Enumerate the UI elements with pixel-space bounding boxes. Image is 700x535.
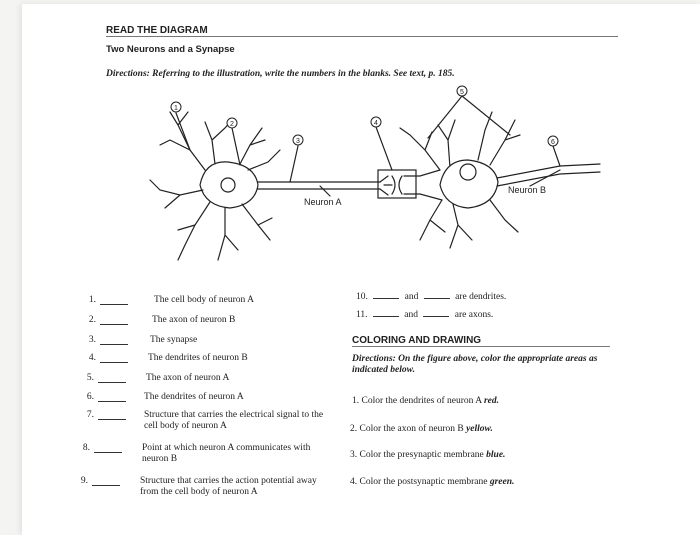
question-row-11: 11. and are axons. — [356, 310, 494, 320]
directions-text: Directions: Referring to the illustration, write the numbers in the blanks. See text, p. 185. — [106, 69, 455, 79]
answer-blank[interactable] — [423, 308, 449, 317]
label-neuron-a: Neuron A — [304, 197, 342, 207]
question-row: 4. The dendrites of neuron B — [88, 353, 248, 363]
answer-blank[interactable] — [98, 401, 126, 402]
coloring-item: 4. Color the postsynaptic membrane green. — [350, 477, 515, 487]
neuron-b-axon — [497, 164, 600, 186]
answer-blank[interactable] — [100, 344, 128, 345]
marker-5: 5 — [460, 89, 464, 96]
question-row-10: 10. and are dendrites. — [356, 292, 507, 302]
question-row: 9. Structure that carries the action potential away from the cell body of neuron A — [80, 476, 317, 497]
question-row: 2. The axon of neuron B — [88, 315, 236, 325]
coloring-divider — [352, 346, 610, 347]
answer-blank[interactable] — [424, 290, 450, 299]
question-row: 5. The axon of neuron A — [86, 373, 230, 383]
neuron-a-cell-body — [200, 162, 258, 208]
coloring-item: 1. Color the dendrites of neuron A red. — [352, 396, 499, 406]
answer-blank[interactable] — [100, 362, 128, 363]
marker-3: 3 — [296, 138, 300, 145]
answer-blank[interactable] — [92, 485, 120, 486]
coloring-item: 3. Color the presynaptic membrane blue. — [350, 450, 506, 460]
marker-1: 1 — [174, 105, 178, 112]
answer-blank[interactable] — [98, 382, 126, 383]
question-row: 1. The cell body of neuron A — [88, 295, 254, 305]
question-row: 7. Structure that carries the electrical signal to the cell body of neuron A — [86, 410, 324, 431]
coloring-item: 2. Color the axon of neuron B yellow. — [350, 424, 493, 434]
answer-blank[interactable] — [98, 419, 126, 420]
coloring-directions: Directions: On the figure above, color the appropriate areas as indicated below. — [352, 354, 598, 375]
answer-blank[interactable] — [100, 304, 128, 305]
synapse-terminals — [392, 176, 402, 194]
answer-blank[interactable] — [94, 452, 122, 453]
marker-4: 4 — [374, 120, 378, 127]
question-row: 6. The dendrites of neuron A — [86, 392, 244, 402]
coloring-heading: COLORING AND DRAWING — [352, 335, 482, 346]
subtitle: Two Neurons and a Synapse — [106, 44, 235, 55]
marker-2: 2 — [230, 121, 234, 128]
question-row: 8. Point at which neuron A communicates with neuron B — [82, 443, 311, 464]
question-row: 3. The synapse — [88, 335, 198, 345]
marker-6: 6 — [551, 139, 555, 146]
answer-blank[interactable] — [100, 324, 128, 325]
neuron-a-axon — [258, 176, 392, 195]
page-title: READ THE DIAGRAM — [106, 25, 208, 36]
label-neuron-b: Neuron B — [508, 185, 547, 195]
answer-blank[interactable] — [373, 290, 399, 299]
answer-blank[interactable] — [373, 308, 399, 317]
